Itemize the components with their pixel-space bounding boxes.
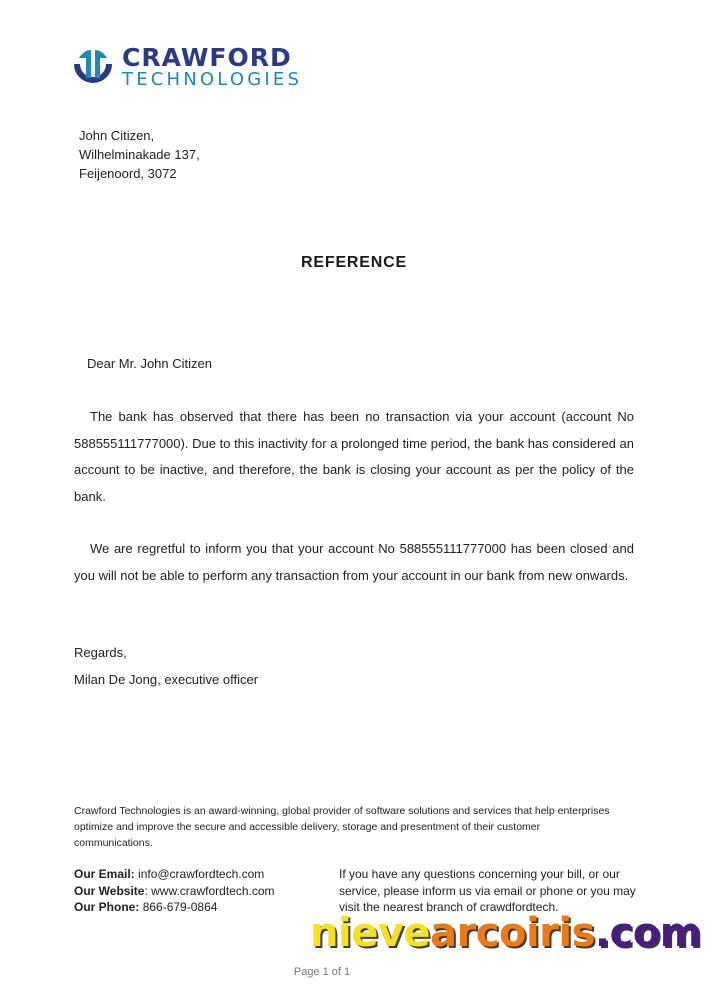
email-link[interactable]: info@crawfordtech.com [138, 867, 265, 881]
watermark-part-3: .com [594, 910, 701, 956]
body-paragraph-1-text: The bank has observed that there has been no transaction via your account (account No 588555111777000). Due to this inactivity for a prolonged time period, the bank has considered an account to be inactive, and therefore, the bank is closing your account as per the policy of the bank. [74, 409, 634, 504]
company-about: Crawford Technologies is an award-winning, global provider of software solutions and services that help enterprises optimize and improve the secure and accessible delivery, storage and presentment of their customer communications. [74, 805, 610, 849]
website-label: Our Website [74, 883, 145, 898]
email-label: Our Email: [74, 867, 135, 881]
website-link[interactable]: : www.crawfordtech.com [144, 883, 275, 898]
watermark-part-2: arcoiris [430, 910, 595, 956]
help-text: If you have any questions concerning your bill, or our service, please inform us via email or phone or you may visit the nearest branch of crawdfordtech. [339, 867, 636, 914]
recipient-street: Wilhelminakade 137, [79, 147, 200, 162]
watermark [310, 910, 701, 956]
page-number: Page 1 of 1 [293, 966, 351, 978]
contact-info [74, 866, 275, 916]
body-paragraph-2-text: We are regretful to inform you that your account No 588555111777000 has been closed and you will not be able to perform any transaction from your account in our bank from new onwards. [74, 541, 634, 583]
company-logo [70, 44, 302, 90]
salutation: Dear Mr. John Citizen [87, 356, 212, 371]
closing: Regards, [74, 645, 127, 660]
contact-website [74, 883, 275, 900]
page-number-wrap [0, 966, 720, 978]
signature: Milan De Jong, executive officer [74, 672, 259, 687]
logo-wordmark-technologies: TECHNOLOGIES [122, 69, 303, 90]
recipient-address [79, 126, 200, 183]
contact-email [74, 866, 275, 883]
watermark-part-1: nieve [310, 910, 431, 956]
body-paragraph-2 [74, 536, 634, 589]
logo-wordmark-crawford: CRAWFORD [122, 43, 292, 72]
recipient-name: John Citizen, [79, 128, 155, 143]
document-title-wrap [0, 254, 720, 272]
crawford-logo-icon [70, 44, 116, 90]
contact-phone [74, 899, 275, 916]
body-paragraph-1 [74, 404, 634, 510]
phone-number: 866-679-0864 [142, 900, 218, 914]
document-title: REFERENCE [301, 254, 407, 271]
recipient-city: Feijenoord, 3072 [79, 166, 177, 181]
phone-label: Our Phone: [74, 900, 140, 914]
